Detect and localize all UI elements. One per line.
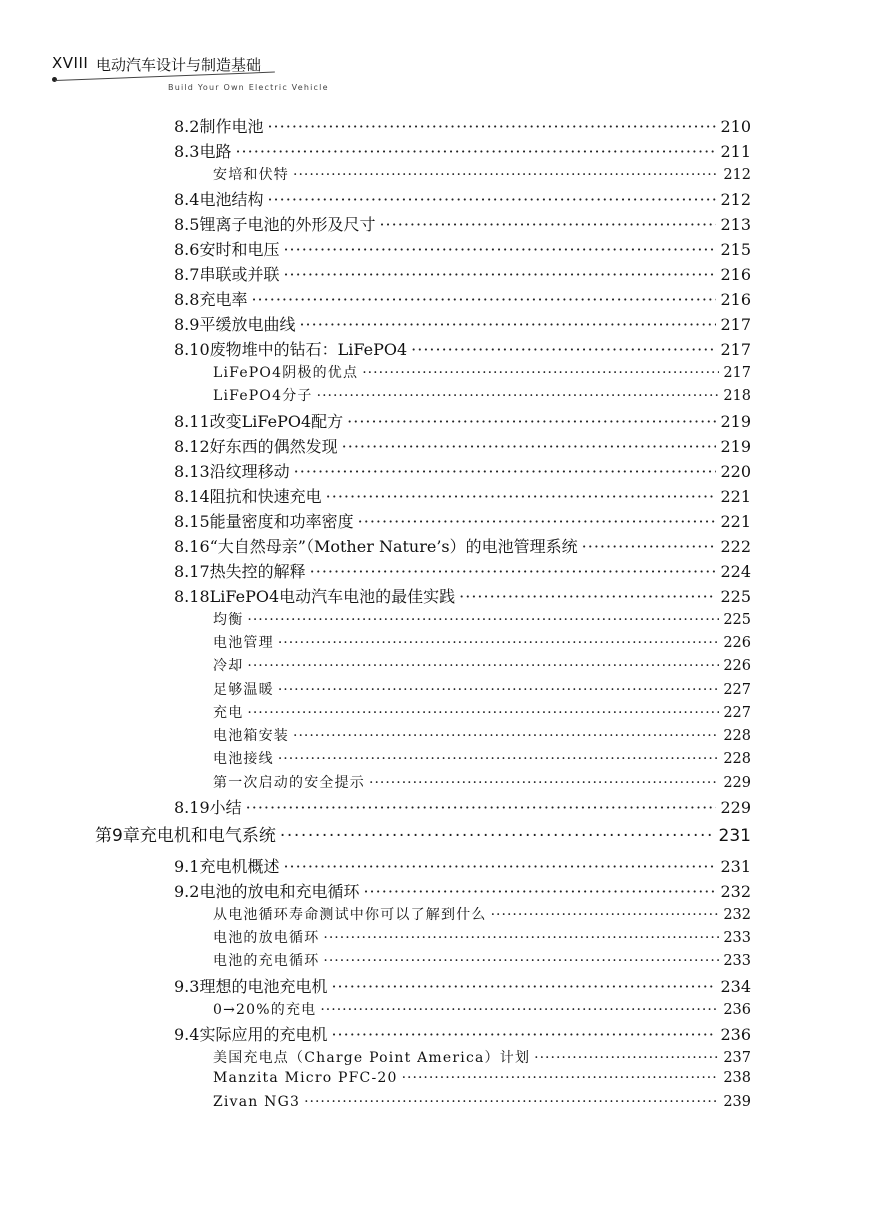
- toc-title: 电路: [199, 142, 232, 161]
- toc-number: 8.9: [174, 315, 200, 334]
- toc-section-row[interactable]: [174, 237, 751, 261]
- toc-section-row[interactable]: [174, 854, 751, 878]
- toc-page-number: 227: [723, 682, 751, 698]
- toc-title: 充电机概述: [199, 857, 280, 876]
- toc-section-row[interactable]: [174, 534, 751, 558]
- toc-section-row[interactable]: [174, 212, 751, 236]
- toc-number: 8.10: [174, 340, 210, 359]
- toc-number: 8.5: [174, 215, 200, 234]
- toc-page-number: 211: [720, 142, 751, 161]
- toc-leader-dots: [247, 658, 719, 674]
- toc-number: 9.1: [174, 857, 200, 876]
- toc-title: 安培和伏特: [213, 167, 289, 183]
- toc-page-number: 236: [720, 1025, 751, 1044]
- toc-title: 0→20%的充电: [213, 1002, 317, 1018]
- toc-subsection-row[interactable]: [213, 1047, 751, 1069]
- toc-number: 8.16: [174, 537, 210, 556]
- toc-page-number: 228: [723, 728, 751, 744]
- toc-leader-dots: [246, 798, 717, 817]
- toc-title: 能量密度和功率密度: [209, 512, 354, 531]
- toc-section-row[interactable]: [174, 114, 751, 138]
- toc-page-number: 226: [723, 658, 751, 674]
- toc-leader-dots: [362, 365, 719, 381]
- toc-section-row[interactable]: [174, 974, 751, 998]
- toc-section-row[interactable]: [174, 1022, 751, 1046]
- toc-title: 安时和电压: [199, 240, 280, 259]
- toc-leader-dots: [283, 857, 716, 876]
- toc-number: 8.2: [174, 117, 200, 136]
- toc-subsection-row[interactable]: [213, 609, 751, 631]
- toc-number: 8.3: [174, 142, 200, 161]
- toc-title: 锂离子电池的外形及尺寸: [199, 215, 376, 234]
- toc-page-number: 238: [723, 1070, 751, 1086]
- toc-subsection-row[interactable]: [213, 999, 751, 1021]
- toc-number: 8.6: [174, 240, 200, 259]
- toc-page-number: 217: [720, 315, 751, 334]
- toc-title: 沿纹理移动: [209, 462, 290, 481]
- toc-leader-dots: [294, 462, 717, 481]
- toc-section-row[interactable]: [174, 139, 751, 163]
- toc-title: 美国充电点（Charge Point America）计划: [213, 1050, 531, 1066]
- toc-section-row[interactable]: [174, 509, 751, 533]
- toc-number: 9.2: [174, 882, 200, 901]
- toc-page-number: 227: [723, 705, 751, 721]
- toc-title: 充电: [213, 705, 244, 721]
- toc-leader-dots: [402, 1070, 720, 1086]
- toc-chapter-row[interactable]: [95, 821, 751, 847]
- toc-leader-dots: [278, 751, 720, 767]
- toc-number: 第9章: [95, 826, 140, 846]
- toc-page-number: 224: [720, 562, 751, 581]
- toc-leader-dots: [267, 190, 716, 209]
- toc-page-number: 233: [723, 930, 751, 946]
- toc-title: 从电池循环寿命测试中你可以了解到什么: [213, 907, 487, 923]
- toc-title: 阻抗和快速充电: [209, 487, 322, 506]
- toc-page-number: 236: [723, 1002, 751, 1018]
- toc-page-number: 233: [723, 953, 751, 969]
- toc-subsection-row[interactable]: [213, 655, 751, 677]
- toc-subsection-row[interactable]: [213, 632, 751, 654]
- toc-page-number: 226: [723, 635, 751, 651]
- toc-leader-dots: [317, 388, 720, 404]
- toc-number: 9.3: [174, 977, 200, 996]
- toc-leader-dots: [369, 775, 719, 791]
- toc-leader-dots: [363, 882, 716, 901]
- toc-number: 8.12: [174, 437, 210, 456]
- toc-section-row[interactable]: [174, 187, 751, 211]
- toc-leader-dots: [247, 612, 719, 628]
- toc-leader-dots: [459, 587, 716, 606]
- toc-subsection-row[interactable]: [213, 904, 751, 926]
- toc-subsection-row[interactable]: [213, 748, 751, 770]
- toc-leader-dots: [280, 826, 715, 846]
- toc-title: LiFePO4分子: [213, 388, 313, 404]
- toc-page-number: 231: [720, 857, 751, 876]
- toc-leader-dots: [304, 1094, 719, 1110]
- toc-title: 改变LiFePO4配方: [209, 412, 344, 431]
- toc-page-number: 210: [720, 117, 751, 136]
- toc-leader-dots: [534, 1050, 719, 1066]
- toc-title: 电池接线: [213, 751, 274, 767]
- toc-page-number: 222: [720, 537, 751, 556]
- toc-title: 电池的充电循环: [213, 953, 320, 969]
- toc-title: 均衡: [213, 612, 244, 628]
- book-title: 电动汽车设计与制造基础: [96, 56, 262, 74]
- toc-title: 小结: [209, 798, 242, 817]
- toc-number: 8.4: [174, 190, 200, 209]
- toc-title: 理想的电池充电机: [199, 977, 328, 996]
- toc-subsection-row[interactable]: [213, 1070, 751, 1092]
- toc-page-number: 229: [723, 775, 751, 791]
- toc-leader-dots: [278, 635, 720, 651]
- toc-leader-dots: [323, 953, 719, 969]
- toc-number: 8.17: [174, 562, 210, 581]
- toc-leader-dots: [358, 512, 717, 531]
- toc-page-number: 212: [723, 167, 751, 183]
- toc-section-row[interactable]: [174, 459, 751, 483]
- toc-title: 串联或并联: [199, 265, 280, 284]
- toc-page-number: 219: [720, 437, 751, 456]
- toc-subsection-row[interactable]: [213, 1094, 751, 1116]
- toc-page-number: 228: [723, 751, 751, 767]
- toc-leader-dots: [379, 215, 716, 234]
- toc-number: 8.14: [174, 487, 210, 506]
- toc-page-number: 234: [720, 977, 751, 996]
- toc-subsection-row[interactable]: [213, 927, 751, 949]
- toc-section-row[interactable]: [174, 559, 751, 583]
- toc-leader-dots: [247, 705, 719, 721]
- toc-section-row[interactable]: [174, 409, 751, 433]
- toc-page-number: 218: [723, 388, 751, 404]
- toc-leader-dots: [331, 1025, 716, 1044]
- toc-number: 8.8: [174, 290, 200, 309]
- toc-section-row[interactable]: [174, 312, 751, 336]
- page-number-roman: XVIII: [52, 54, 89, 72]
- toc-leader-dots: [310, 562, 717, 581]
- toc-page-number: 225: [720, 587, 751, 606]
- toc-leader-dots: [491, 907, 720, 923]
- toc-page-number: 220: [720, 462, 751, 481]
- toc-title: “大自然母亲”（Mother Nature’s）的电池管理系统: [209, 537, 578, 556]
- toc-leader-dots: [299, 315, 716, 334]
- toc-page-number: 232: [723, 907, 751, 923]
- toc-subsection-row[interactable]: [213, 725, 751, 747]
- toc-page-number: 225: [723, 612, 751, 628]
- toc-subsection-row[interactable]: [213, 679, 751, 701]
- toc-title: 电池结构: [199, 190, 264, 209]
- toc-number: 8.15: [174, 512, 210, 531]
- toc-page-number: 239: [723, 1094, 751, 1110]
- toc-section-row[interactable]: [174, 287, 751, 311]
- toc-leader-dots: [411, 340, 716, 359]
- toc-title: 电池的放电和充电循环: [199, 882, 360, 901]
- toc-leader-dots: [331, 977, 716, 996]
- toc-subsection-row[interactable]: [213, 385, 751, 407]
- toc-title: Zivan NG3: [213, 1094, 301, 1110]
- toc-number: 9.4: [174, 1025, 200, 1044]
- toc-section-row[interactable]: [174, 584, 751, 608]
- toc-title: 充电机和电气系统: [139, 826, 276, 846]
- toc-page-number: 232: [720, 882, 751, 901]
- toc-page-number: 212: [720, 190, 751, 209]
- toc-page-number: 229: [720, 798, 751, 817]
- toc-title: 好东西的偶然发现: [209, 437, 338, 456]
- toc-page-number: 213: [720, 215, 751, 234]
- toc-title: 制作电池: [199, 117, 264, 136]
- toc-page-number: 217: [723, 365, 751, 381]
- toc-leader-dots: [283, 265, 716, 284]
- toc-leader-dots: [278, 682, 720, 698]
- toc-title: 平缓放电曲线: [199, 315, 296, 334]
- toc-title: LiFePO4阴极的优点: [213, 365, 359, 381]
- toc-leader-dots: [251, 290, 716, 309]
- toc-leader-dots: [323, 930, 719, 946]
- toc-subsection-row[interactable]: [213, 164, 751, 186]
- toc-page-number: 215: [720, 240, 751, 259]
- toc-subsection-row[interactable]: [213, 362, 751, 384]
- toc-page-number: 221: [720, 512, 751, 531]
- toc-section-row[interactable]: [174, 262, 751, 286]
- toc-page-number: 237: [723, 1050, 751, 1066]
- toc-title: 第一次启动的安全提示: [213, 775, 365, 791]
- toc-title: 热失控的解释: [209, 562, 306, 581]
- toc-leader-dots: [293, 167, 719, 183]
- toc-title: 足够温暖: [213, 682, 274, 698]
- toc-leader-dots: [582, 537, 717, 556]
- toc-number: 8.7: [174, 265, 200, 284]
- toc-number: 8.19: [174, 798, 210, 817]
- toc-leader-dots: [342, 437, 717, 456]
- toc-number: 8.13: [174, 462, 210, 481]
- toc-title: Manzita Micro PFC-20: [213, 1070, 398, 1086]
- toc-page-number: 221: [720, 487, 751, 506]
- toc-number: 8.11: [174, 412, 210, 431]
- toc-leader-dots: [293, 728, 719, 744]
- toc-leader-dots: [267, 117, 716, 136]
- toc-title: 废物堆中的钻石：LiFePO4: [209, 340, 408, 359]
- toc-leader-dots: [347, 412, 716, 431]
- toc-subsection-row[interactable]: [213, 950, 751, 972]
- toc-title: 冷却: [213, 658, 244, 674]
- toc-title: 电池管理: [213, 635, 274, 651]
- toc-page-number: 231: [718, 826, 751, 846]
- toc-number: 8.18: [174, 587, 210, 606]
- toc-page-number: 216: [720, 290, 751, 309]
- toc-leader-dots: [283, 240, 716, 259]
- toc-leader-dots: [235, 142, 716, 161]
- toc-leader-dots: [320, 1002, 719, 1018]
- toc-title: 充电率: [199, 290, 248, 309]
- toc-title: 电池箱安装: [213, 728, 289, 744]
- toc-section-row[interactable]: [174, 337, 751, 361]
- toc-section-row[interactable]: [174, 795, 751, 819]
- toc-leader-dots: [326, 487, 717, 506]
- toc-section-row[interactable]: [174, 434, 751, 458]
- toc-title: LiFePO4电动汽车电池的最佳实践: [209, 587, 456, 606]
- toc-section-row[interactable]: [174, 484, 751, 508]
- toc-page-number: 216: [720, 265, 751, 284]
- toc-section-row[interactable]: [174, 879, 751, 903]
- toc-page-number: 217: [720, 340, 751, 359]
- toc-title: 实际应用的充电机: [199, 1025, 328, 1044]
- toc-subsection-row[interactable]: [213, 772, 751, 794]
- toc-title: 电池的放电循环: [213, 930, 320, 946]
- toc-page-number: 219: [720, 412, 751, 431]
- toc-subsection-row[interactable]: [213, 702, 751, 724]
- book-subtitle: Build Your Own Electric Vehicle: [168, 83, 329, 92]
